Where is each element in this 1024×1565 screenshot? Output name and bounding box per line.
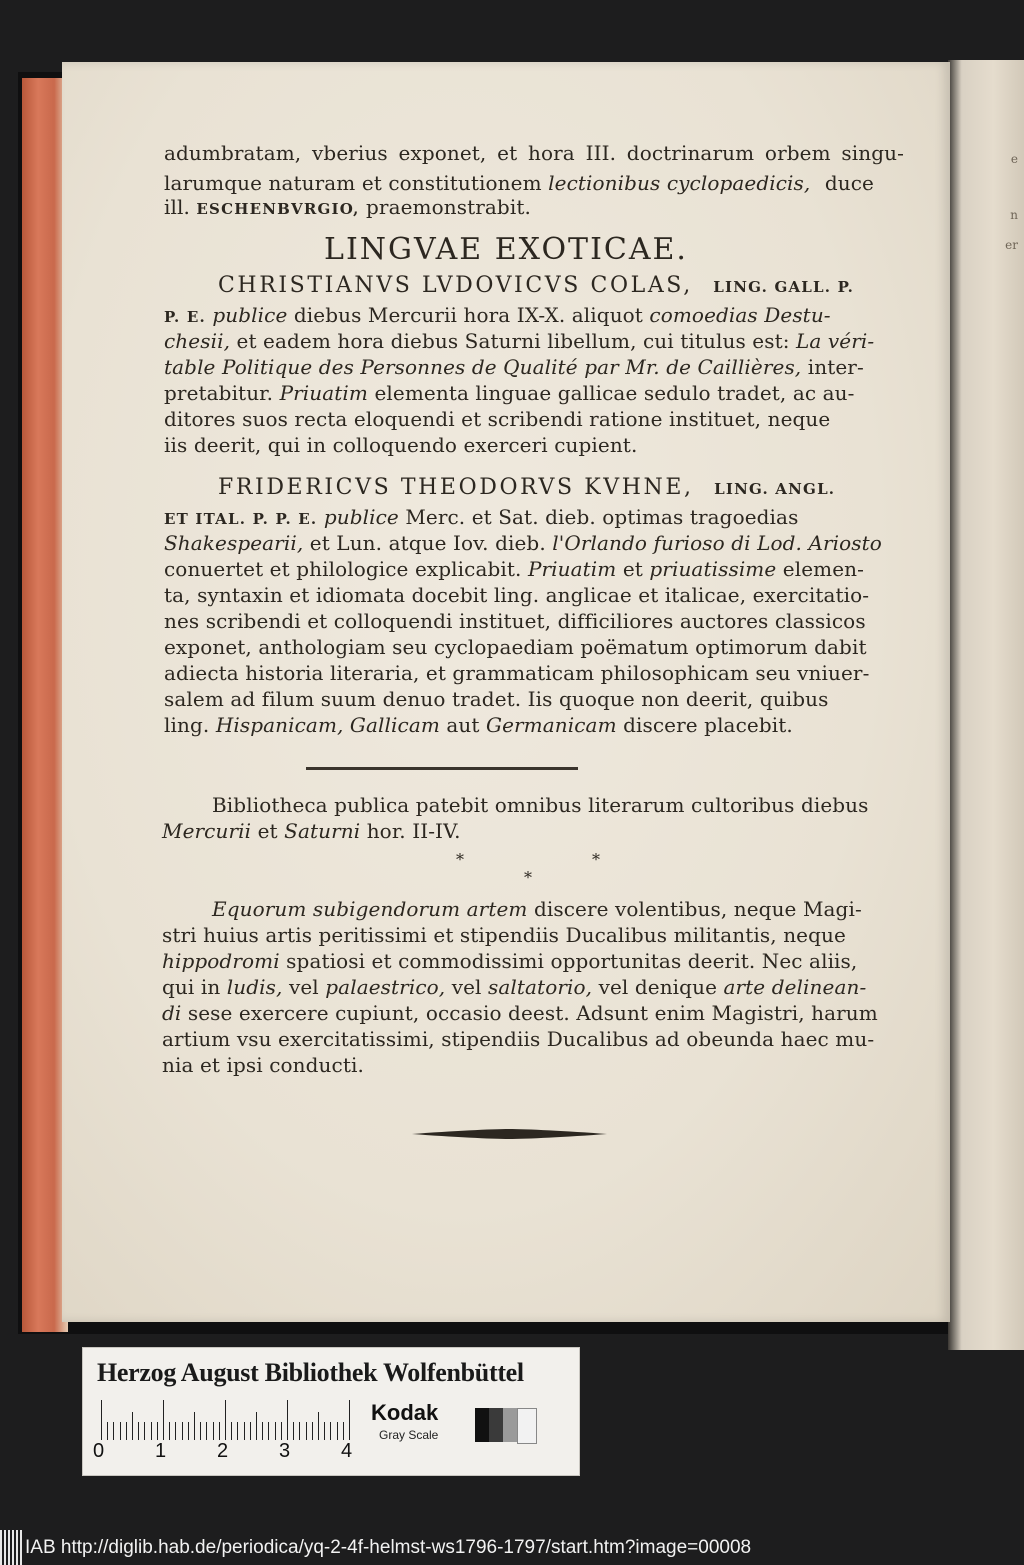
- text-span: et: [622, 557, 643, 581]
- italic-span: palaestrico,: [325, 975, 446, 999]
- adjacent-page-mark: er: [1005, 238, 1018, 252]
- ruler-tick: [157, 1422, 158, 1440]
- text-span: sese exercere cupiunt, occasio deest. Adsunt enim Magistri, harum: [187, 1001, 878, 1025]
- ruler-tick: [312, 1422, 313, 1440]
- text-span: larumque naturam et constitutionem: [164, 171, 542, 195]
- ruler-tick: [330, 1422, 331, 1440]
- italic-span: La véri-: [796, 329, 875, 353]
- text-line: nia et ipsi conducti.: [162, 1053, 364, 1077]
- text-line: adiecta historia literaria, et grammaticam philosophicam seu vniuer-: [164, 661, 870, 685]
- text-span: hor. II-IV.: [366, 819, 461, 843]
- text-line: nes scribendi et colloquendi instituet, difficiliores auctores classicos: [164, 609, 866, 633]
- ruler-number: 1: [155, 1440, 167, 1462]
- ruler-tick: [225, 1400, 226, 1440]
- ruler-tick: [256, 1412, 257, 1440]
- text-span: elementa linguae gallicae sedulo tradet, ac au-: [374, 381, 855, 405]
- professor-name: CHRISTIANVS LVDOVICVS COLAS,: [218, 273, 693, 298]
- text-line: ta, syntaxin et idiomata docebit ling. anglicae et italicae, exercitatio-: [164, 583, 870, 607]
- ruler-tick: [120, 1422, 121, 1440]
- italic-span: lectionibus cyclopaedicis,: [548, 171, 811, 195]
- text-span: pretabitur.: [164, 381, 274, 405]
- text-span: inter-: [807, 355, 864, 379]
- text-span: et eadem hora diebus Saturni libellum, cui titulus est:: [236, 329, 790, 353]
- text-line: adumbratam, vberius exponet, et hora III. doctrinarum orbem singu-: [164, 141, 904, 165]
- ruler-tick: [237, 1422, 238, 1440]
- ruler-tick: [275, 1422, 276, 1440]
- ruler-tick: [349, 1400, 350, 1440]
- source-url-bar: [0, 1530, 1024, 1565]
- text-line: [164, 354, 864, 380]
- text-span: conuertet et philologice explicabit.: [164, 557, 522, 581]
- italic-span: di: [162, 1001, 182, 1025]
- text-line: [164, 712, 793, 738]
- ruler-tick: [151, 1422, 152, 1440]
- ruler-tick: [194, 1412, 195, 1440]
- ruler-tick: [188, 1422, 189, 1440]
- source-url[interactable]: IAB http://diglib.hab.de/periodica/yq-2-4f-helmst-ws1796-1797/start.htm?image=00008: [25, 1537, 752, 1558]
- ruler-tick: [343, 1422, 344, 1440]
- text-span: discere placebit.: [623, 713, 793, 737]
- ruler-tick: [324, 1422, 325, 1440]
- text-span: et Lun. atque Iov. dieb.: [309, 531, 546, 555]
- text-line: ditores suos recta eloquendi et scribendi ratione instituet, neque: [164, 407, 831, 431]
- barcode-tag: [0, 1530, 22, 1565]
- text-line: [164, 504, 798, 532]
- section-heading: LINGVAE EXOTICAE.: [324, 232, 688, 267]
- ruler-tick: [182, 1422, 183, 1440]
- professor-title: LING. GALL. P.: [713, 278, 855, 296]
- text-span: aut: [446, 713, 480, 737]
- text-span: diebus Mercurii hora IX-X. aliquot: [293, 303, 643, 327]
- italic-span: priuatissime: [649, 557, 777, 581]
- asterism-star: *: [592, 850, 600, 869]
- tail-ornament: [412, 1127, 607, 1141]
- text-span: discere volentibus, neque Magi-: [533, 897, 862, 921]
- adjacent-page-mark: n: [1010, 208, 1018, 222]
- section-rule: [306, 767, 578, 770]
- ruler-tick: [213, 1422, 214, 1440]
- italic-span: Priuatim: [527, 557, 617, 581]
- text-line: salem ad filum suum denuo tradet. Iis quoque non deerit, quibus: [164, 687, 829, 711]
- document-page: [62, 62, 950, 1322]
- ruler-tick: [318, 1412, 319, 1440]
- professor-title: LING. ANGL.: [714, 480, 836, 498]
- ruler-tick: [231, 1422, 232, 1440]
- text-line: [164, 170, 904, 196]
- italic-span: Mercurii: [162, 819, 252, 843]
- text-line: [164, 380, 854, 406]
- adjacent-page-mark: e: [1010, 152, 1018, 166]
- italic-span: Equorum subigendorum artem: [212, 897, 528, 921]
- adjacent-page: [948, 60, 1024, 1350]
- ruler-tick: [219, 1422, 220, 1440]
- ruler-tick: [293, 1422, 294, 1440]
- ruler-tick: [200, 1422, 201, 1440]
- asterism-star: *: [456, 850, 464, 869]
- italic-span: Hispanicam, Gallicam: [215, 713, 440, 737]
- text-line: [164, 194, 531, 222]
- ruler-tick: [268, 1422, 269, 1440]
- text-line: [162, 948, 857, 974]
- text-span: et: [257, 819, 278, 843]
- text-line: [164, 302, 831, 330]
- italic-span: hippodromi: [162, 949, 280, 973]
- text-line: [164, 530, 882, 556]
- italic-span: Saturni: [284, 819, 361, 843]
- ruler-tick: [169, 1422, 170, 1440]
- ruler-tick: [126, 1422, 127, 1440]
- ruler-tick: [337, 1422, 338, 1440]
- gray-scale-label: Gray Scale: [379, 1428, 439, 1442]
- asterism-star: *: [524, 868, 532, 887]
- italic-span: comoedias Destu-: [649, 303, 831, 327]
- italic-span: l'Orlando furioso di Lod. Ariosto: [552, 531, 882, 555]
- text-line: [162, 818, 461, 844]
- italic-span: ludis,: [226, 975, 283, 999]
- ruler-scale: [101, 1400, 351, 1440]
- smallcaps-span: ET ITAL. P. P. E.: [164, 510, 318, 528]
- italic-span: table Politique des Personnes de Qualité par Mr. de Caillières,: [164, 355, 802, 379]
- italic-span: publice: [323, 505, 399, 529]
- library-name: Herzog August Bibliothek Wolfenbüttel: [97, 1358, 524, 1387]
- text-line: exponet, anthologiam seu cyclopaediam poëmatum optimorum dabit: [164, 635, 867, 659]
- text-line: [164, 328, 874, 354]
- gray-swatch: [489, 1408, 503, 1442]
- text-span: vel denique: [598, 975, 718, 999]
- italic-span: Shakespearii,: [164, 531, 304, 555]
- ruler-tick: [132, 1412, 133, 1440]
- ruler-number: 3: [279, 1440, 291, 1462]
- italic-span: Priuatim: [279, 381, 368, 405]
- ruler-number: 2: [217, 1440, 229, 1462]
- ruler-numbers: [93, 1440, 363, 1464]
- text-line: [218, 272, 854, 300]
- color-target-card: [82, 1347, 580, 1476]
- ruler-tick: [101, 1400, 102, 1440]
- ruler-number: 0: [93, 1440, 105, 1462]
- text-span: duce: [824, 171, 874, 195]
- gray-swatch: [517, 1408, 537, 1444]
- ruler-tick: [244, 1422, 245, 1440]
- text-line: iis deerit, qui in colloquendo exerceri cupient.: [164, 433, 638, 457]
- gray-swatch: [503, 1408, 517, 1442]
- text-line: [212, 896, 862, 922]
- text-span: praemonstrabit.: [366, 195, 531, 219]
- text-span: Merc. et Sat. dieb. optimas tragoedias: [405, 505, 799, 529]
- text-span: ill.: [164, 195, 190, 219]
- text-line: [218, 474, 835, 502]
- ruler-tick: [306, 1422, 307, 1440]
- ruler-tick: [138, 1422, 139, 1440]
- text-line: [164, 556, 864, 582]
- text-line: stri huius artis peritissimi et stipendiis Ducalibus militantis, neque: [162, 923, 846, 947]
- text-span: vel: [288, 975, 319, 999]
- professor-name: FRIDERICVS THEODORVS KVHNE,: [218, 475, 694, 500]
- italic-span: Germanicam: [486, 713, 617, 737]
- smallcaps-span: P. E.: [164, 308, 206, 326]
- ruler-tick: [107, 1422, 108, 1440]
- ruler-number: 4: [341, 1440, 353, 1462]
- ruler-tick: [299, 1422, 300, 1440]
- ruler-tick: [206, 1422, 207, 1440]
- text-span: qui in: [162, 975, 221, 999]
- text-line: artium vsu exercitatissimi, stipendiis Ducalibus ad obeunda haec mu-: [162, 1027, 875, 1051]
- text-line: [162, 974, 866, 1000]
- ruler-tick: [113, 1422, 114, 1440]
- ruler-tick: [144, 1422, 145, 1440]
- ruler-tick: [250, 1422, 251, 1440]
- ruler-tick: [287, 1400, 288, 1440]
- ruler-tick: [281, 1422, 282, 1440]
- text-span: spatiosi et commodissimi opportunitas deerit. Nec aliis,: [286, 949, 858, 973]
- text-span: vel: [451, 975, 482, 999]
- text-span: ling.: [164, 713, 210, 737]
- text-span: elemen-: [782, 557, 865, 581]
- text-line: [162, 1000, 878, 1026]
- ruler-tick: [262, 1422, 263, 1440]
- italic-span: chesii,: [164, 329, 231, 353]
- gray-swatch: [475, 1408, 489, 1442]
- italic-span: saltatorio,: [488, 975, 593, 999]
- ruler-tick: [175, 1422, 176, 1440]
- italic-span: arte delinean-: [723, 975, 867, 999]
- text-line: Bibliotheca publica patebit omnibus literarum cultoribus diebus: [212, 793, 869, 817]
- kodak-logo: Kodak: [371, 1400, 439, 1425]
- italic-span: publice: [212, 303, 288, 327]
- smallcaps-span: ESCHENBVRGIO,: [196, 200, 360, 218]
- ruler-tick: [163, 1400, 164, 1440]
